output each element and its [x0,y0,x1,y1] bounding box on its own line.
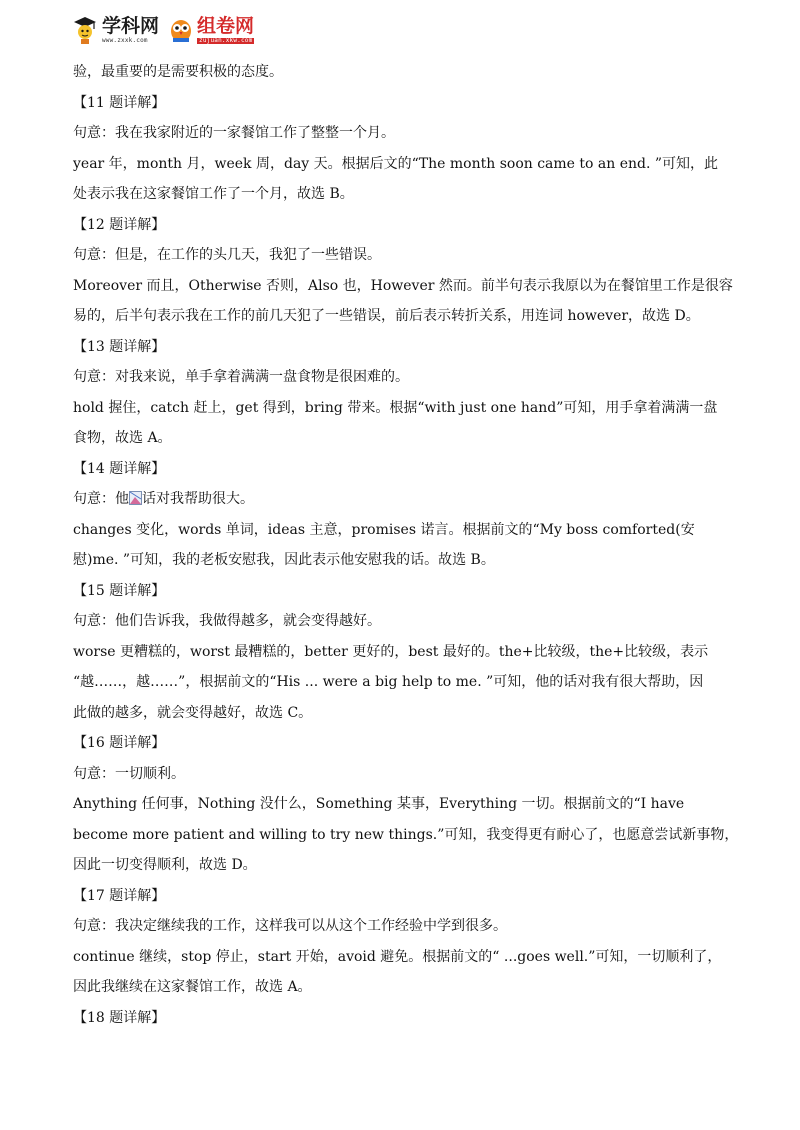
text-line: 处表示我在这家餐馆工作了一个月，故选 B。 [73,186,354,202]
image-placeholder-icon [129,491,142,505]
text-line: changes 变化，words 单词，ideas 主意，promises 诺言。根据前文的“My boss comforted(安 [73,521,695,538]
text-line: 因此一切变得顺利，故选 D。 [73,857,257,873]
text-line: Moreover 而且，Otherwise 否则，Also 也，However 然而。前半句表示我原以为在餐馆里工作是很容 [73,277,733,294]
text-line: 句意：他们告诉我，我做得越多，就会变得越好。 [73,613,381,629]
text-line: year 年，month 月，week 周，day 天。根据后文的“The month soon came to an end. ”可知，此 [73,155,719,172]
section-heading: 【13 题详解】 [73,338,166,355]
zxxk-logo-text: 学科网 [102,14,160,37]
text-line: 食物，故选 A。 [73,430,172,446]
section-heading: 【12 题详解】 [73,216,166,233]
text-segment: 话对我帮助很大。 [142,491,254,507]
section-heading: 【17 题详解】 [73,887,166,904]
text-line: 慰)me. ”可知，我的老板安慰我，因此表示他安慰我的话。故选 B。 [73,552,495,568]
zujuan-logo-text: 组卷网 [197,14,255,37]
text-line: 句意：一切顺利。 [73,765,185,782]
zujuan-logo-url: zujuan.xkw.com [199,36,253,44]
owl-mascot-icon [169,16,193,44]
text-line: 句意：我在我家附近的一家餐馆工作了整整一个月。 [73,125,395,141]
section-heading: 【18 题详解】 [73,1009,166,1026]
text-line: worse 更糟糕的，worst 最糟糕的，better 更好的，best 最好的。the+比较级，the+比较级，表示 [73,643,709,660]
page-header [72,10,254,50]
text-line: 句意：我决定继续我的工作，这样我可以从这个工作经验中学到很多。 [73,918,507,934]
text-line: Anything 任何事，Nothing 没什么，Something 某事，Everything 一切。根据前文的“I have [73,796,685,812]
zxxk-logo-url: www.zxxk.com [102,36,148,44]
text-segment: 句意：他 [73,491,129,507]
document-body [73,57,739,1033]
text-line: 此做的越多，就会变得越好，故选 C。 [73,704,313,721]
text-line [73,484,733,515]
text-line: hold 握住，catch 赶上，get 得到，bring 带来。根据“with just one hand”可知，用手拿着满满一盘 [73,399,718,416]
text-line: 易的，后半句表示我在工作的前几天犯了一些错误，前后表示转折关系，用连词 however，故选 D。 [73,308,700,324]
zujuan-logo [169,16,254,44]
text-line: 因此我继续在这家餐馆工作，故选 A。 [73,979,312,995]
section-heading: 【15 题详解】 [73,582,166,599]
section-heading: 【14 题详解】 [73,460,166,477]
text-line: become more patient and willing to try new things.”可知，我变得更有耐心了，也愿意尝试新事物， [73,826,739,843]
text-line: 句意：对我来说，单手拿着满满一盘食物是很困难的。 [73,369,409,385]
section-heading: 【11 题详解】 [73,94,166,111]
text-line: “越……，越……”，根据前文的“His ... were a big help to me. ”可知，他的话对我有很大帮助，因 [73,674,704,690]
text-line: 句意：但是，在工作的头几天，我犯了一些错误。 [73,247,381,263]
graduate-mascot-icon [72,15,98,45]
zxxk-logo [72,15,159,45]
section-heading: 【16 题详解】 [73,735,166,751]
text-line: 验，最重要的是需要积极的态度。 [73,64,283,80]
text-line: continue 继续，stop 停止，start 开始，avoid 避免。根据前文的“ ...goes well.”可知，一切顺利了， [73,948,722,965]
